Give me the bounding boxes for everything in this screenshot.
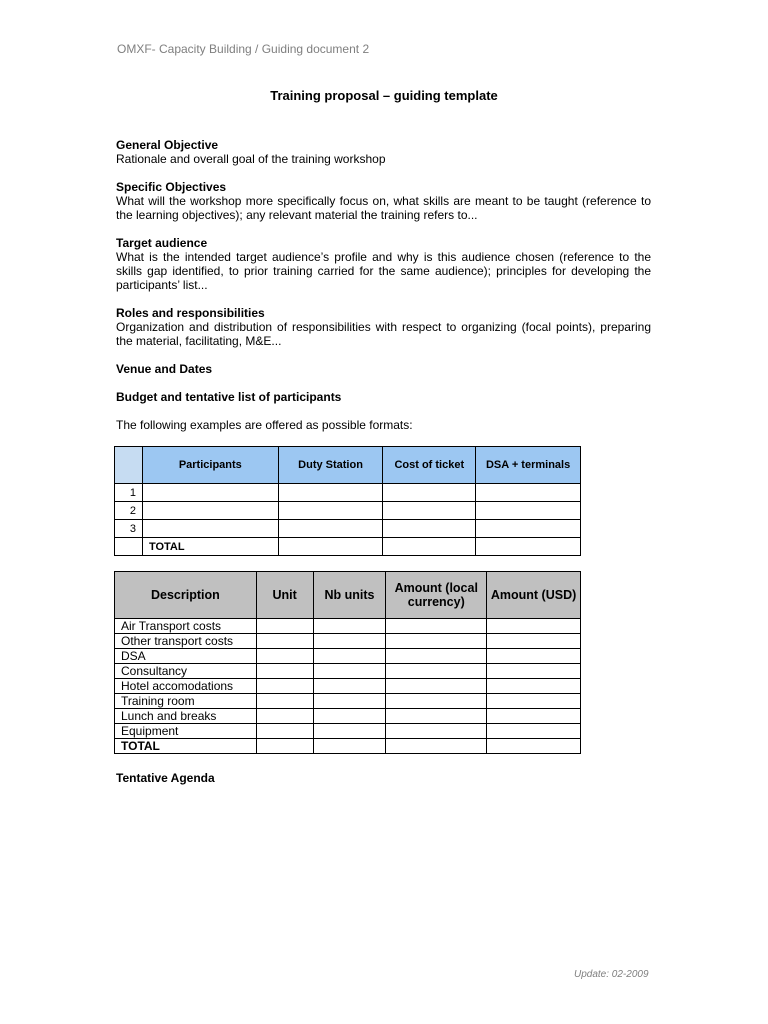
table-cell[interactable] xyxy=(256,634,313,649)
section-specific-objectives xyxy=(116,180,651,222)
table-cell[interactable] xyxy=(278,502,383,520)
row-number: 3 xyxy=(115,520,143,538)
table-cell[interactable] xyxy=(256,619,313,634)
total-label: TOTAL xyxy=(115,739,257,754)
table-cell[interactable] xyxy=(487,694,581,709)
table-cell[interactable] xyxy=(313,739,386,754)
row-number: 1 xyxy=(115,484,143,502)
column-header: Unit xyxy=(256,572,313,619)
row-label: DSA xyxy=(115,649,257,664)
table-cell[interactable] xyxy=(386,634,487,649)
row-label: Air Transport costs xyxy=(115,619,257,634)
table-row xyxy=(115,520,581,538)
table-cell[interactable] xyxy=(256,664,313,679)
column-header: Participants xyxy=(142,447,278,484)
budget-heading: Budget and tentative list of participants xyxy=(116,390,342,404)
table-cell[interactable] xyxy=(313,634,386,649)
table-cell[interactable] xyxy=(256,709,313,724)
table-cell[interactable] xyxy=(487,709,581,724)
table-row xyxy=(115,634,581,649)
table-cell[interactable] xyxy=(383,502,476,520)
row-label: Equipment xyxy=(115,724,257,739)
row-label: Lunch and breaks xyxy=(115,709,257,724)
section-body: Rationale and overall goal of the training workshop xyxy=(116,152,386,166)
table-cell[interactable] xyxy=(383,538,476,556)
table-cell[interactable] xyxy=(386,694,487,709)
table-header-row xyxy=(115,572,581,619)
table-cell[interactable] xyxy=(386,739,487,754)
table-cell[interactable] xyxy=(487,664,581,679)
table-cell[interactable] xyxy=(476,520,581,538)
table-total-row xyxy=(115,739,581,754)
total-label: TOTAL xyxy=(142,538,278,556)
table-row xyxy=(115,694,581,709)
table-cell[interactable] xyxy=(256,694,313,709)
table-cell[interactable] xyxy=(313,709,386,724)
column-header xyxy=(115,447,143,484)
venue-heading: Venue and Dates xyxy=(116,362,213,376)
table-row xyxy=(115,664,581,679)
column-header: Nb units xyxy=(313,572,386,619)
table-cell[interactable] xyxy=(476,484,581,502)
table-row xyxy=(115,502,581,520)
table-row xyxy=(115,724,581,739)
section-body: What will the workshop more specifically focus on, what skills are meant to be taught (reference to the learning objectives); any relevant material the training refers to... xyxy=(116,194,651,222)
column-header: DSA + terminals xyxy=(476,447,581,484)
table-cell[interactable] xyxy=(383,520,476,538)
section-heading: General Objective xyxy=(116,138,219,152)
table-cell[interactable] xyxy=(487,649,581,664)
table-cell[interactable] xyxy=(256,739,313,754)
table-cell[interactable] xyxy=(487,724,581,739)
table-cell[interactable] xyxy=(313,664,386,679)
section-general-objective xyxy=(116,138,651,166)
section-heading: Specific Objectives xyxy=(116,180,227,194)
table-total-row xyxy=(115,538,581,556)
table-cell[interactable] xyxy=(383,484,476,502)
section-heading: Roles and responsibilities xyxy=(116,306,265,320)
table-cell[interactable] xyxy=(487,619,581,634)
row-label: Other transport costs xyxy=(115,634,257,649)
row-label: Training room xyxy=(115,694,257,709)
table-cell[interactable] xyxy=(386,709,487,724)
table-row xyxy=(115,484,581,502)
table-cell xyxy=(115,538,143,556)
section-heading: Target audience xyxy=(116,236,208,250)
column-header: Description xyxy=(115,572,257,619)
table-cell[interactable] xyxy=(256,679,313,694)
table-cell[interactable] xyxy=(487,679,581,694)
table-cell[interactable] xyxy=(487,739,581,754)
row-label: Consultancy xyxy=(115,664,257,679)
table-cell[interactable] xyxy=(142,484,278,502)
section-body: What is the intended target audience’s profile and why is this audience chosen (reference to the skills gap identified, to prior training carried for the same audience); principles for developing the participants’ list... xyxy=(116,250,651,292)
table-cell[interactable] xyxy=(386,619,487,634)
table-row xyxy=(115,679,581,694)
row-number: 2 xyxy=(115,502,143,520)
table-cell[interactable] xyxy=(278,484,383,502)
formats-intro: The following examples are offered as possible formats: xyxy=(116,418,413,432)
table-cell[interactable] xyxy=(313,694,386,709)
table-cell[interactable] xyxy=(386,724,487,739)
page-title: Training proposal – guiding template xyxy=(270,88,498,103)
table-cell[interactable] xyxy=(313,619,386,634)
table-cell[interactable] xyxy=(476,538,581,556)
table-cell[interactable] xyxy=(256,649,313,664)
column-header: Amount (local currency) xyxy=(386,572,487,619)
section-target-audience xyxy=(116,236,651,292)
table-row xyxy=(115,709,581,724)
budget-table xyxy=(114,571,581,754)
table-cell[interactable] xyxy=(142,520,278,538)
table-cell[interactable] xyxy=(386,649,487,664)
table-header-row xyxy=(115,447,581,484)
update-date: Update: 02-2009 xyxy=(574,969,649,980)
agenda-heading: Tentative Agenda xyxy=(116,771,215,785)
table-cell[interactable] xyxy=(256,724,313,739)
document-reference: OMXF- Capacity Building / Guiding document 2 xyxy=(117,42,370,56)
column-header: Amount (USD) xyxy=(487,572,581,619)
table-cell[interactable] xyxy=(142,502,278,520)
table-cell[interactable] xyxy=(386,664,487,679)
table-row xyxy=(115,649,581,664)
column-header: Duty Station xyxy=(278,447,383,484)
table-cell[interactable] xyxy=(313,649,386,664)
section-roles xyxy=(116,306,651,348)
table-cell[interactable] xyxy=(278,538,383,556)
table-cell[interactable] xyxy=(313,724,386,739)
participants-table xyxy=(114,446,581,556)
section-body: Organization and distribution of responsibilities with respect to organizing (focal points), preparing the material, facilitating, M&E... xyxy=(116,320,651,348)
table-cell[interactable] xyxy=(278,520,383,538)
table-cell[interactable] xyxy=(386,679,487,694)
row-label: Hotel accomodations xyxy=(115,679,257,694)
table-cell[interactable] xyxy=(487,634,581,649)
column-header: Cost of ticket xyxy=(383,447,476,484)
table-row xyxy=(115,619,581,634)
table-cell[interactable] xyxy=(313,679,386,694)
table-cell[interactable] xyxy=(476,502,581,520)
